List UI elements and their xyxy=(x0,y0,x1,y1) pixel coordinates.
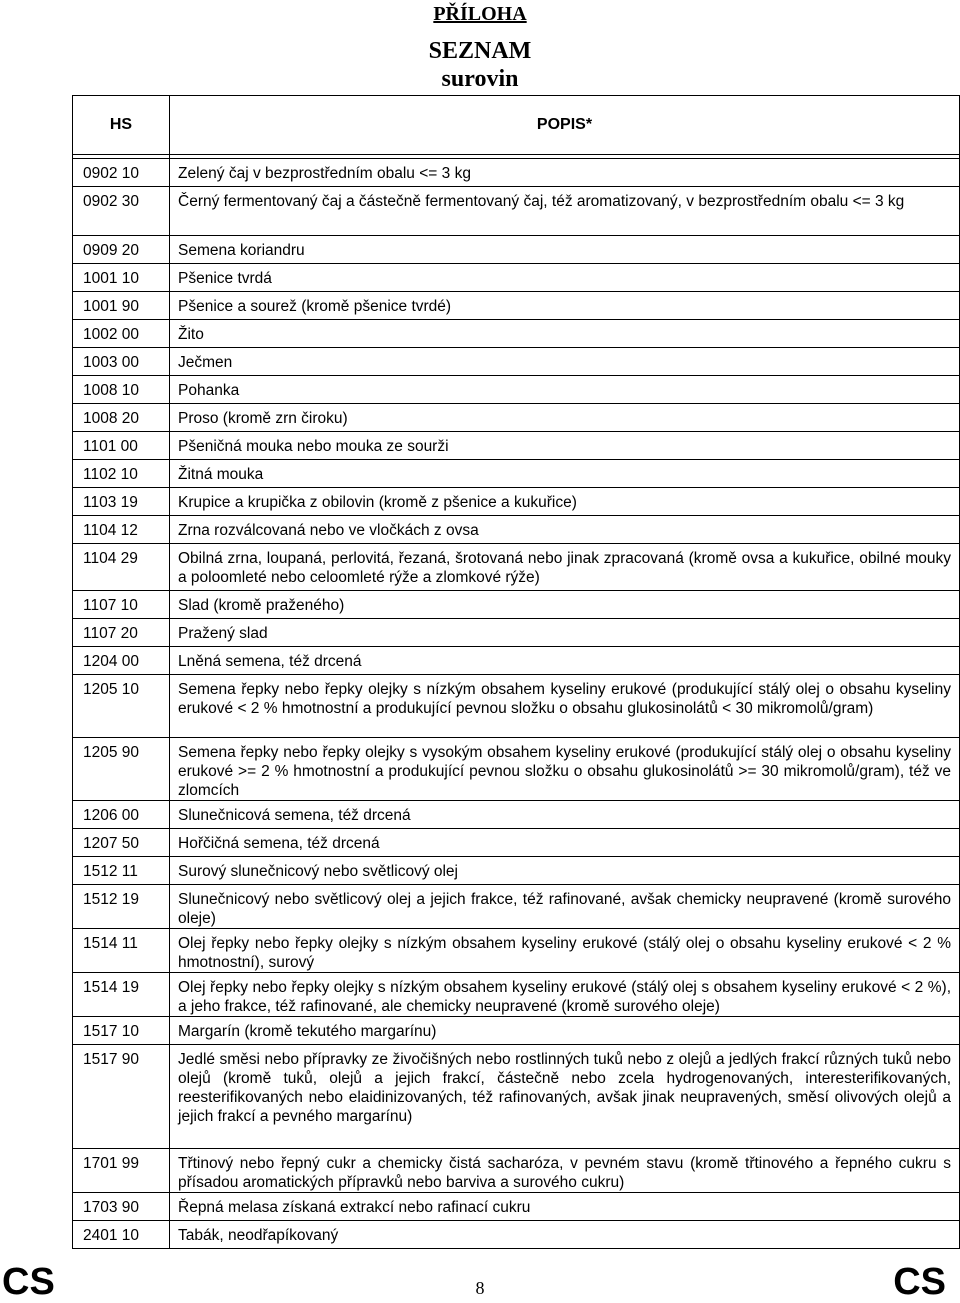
description-cell: Pohanka xyxy=(170,376,960,404)
table-row xyxy=(73,1149,960,1193)
description-cell: Černý fermentovaný čaj a částečně fermentovaný čaj, též aromatizovaný, v bezprostředním obalu <= 3 kg xyxy=(170,187,960,236)
description-cell: Třtinový nebo řepný cukr a chemicky čistá sacharóza, v pevném stavu (kromě třtinového a řepného cukru s přísadou aromatických přípravků nebo barviva a surového cukru) xyxy=(170,1149,960,1193)
description-cell: Řepná melasa získaná extrakcí nebo rafinací cukru xyxy=(170,1193,960,1221)
hs-code-cell: 1102 10 xyxy=(73,460,170,488)
table-row xyxy=(73,801,960,829)
table-row xyxy=(73,488,960,516)
description-cell: Olej řepky nebo řepky olejky s nízkým obsahem kyseliny erukové (stálý olej o obsahu kyseliny erukové < 2 % hmotnostní), surový xyxy=(170,929,960,973)
table-body xyxy=(73,159,960,1249)
table-row xyxy=(73,1221,960,1249)
table-row xyxy=(73,404,960,432)
table-row xyxy=(73,320,960,348)
table-row xyxy=(73,647,960,675)
hs-code-cell: 1107 10 xyxy=(73,591,170,619)
table-row xyxy=(73,292,960,320)
table-row xyxy=(73,516,960,544)
table-row xyxy=(73,829,960,857)
description-cell: Krupice a krupička z obilovin (kromě z pšenice a kukuřice) xyxy=(170,488,960,516)
hs-code-cell: 1205 90 xyxy=(73,738,170,801)
table-row xyxy=(73,187,960,236)
hs-code-cell: 1514 11 xyxy=(73,929,170,973)
table-row xyxy=(73,1193,960,1221)
description-cell: Žito xyxy=(170,320,960,348)
hs-code-cell: 1207 50 xyxy=(73,829,170,857)
table-row xyxy=(73,544,960,591)
description-cell: Surový slunečnicový nebo světlicový olej xyxy=(170,857,960,885)
hs-code-cell: 0909 20 xyxy=(73,236,170,264)
hs-code-cell: 1512 19 xyxy=(73,885,170,929)
hs-code-cell: 1101 00 xyxy=(73,432,170,460)
description-cell: Žitná mouka xyxy=(170,460,960,488)
description-cell: Zelený čaj v bezprostředním obalu <= 3 kg xyxy=(170,159,960,187)
description-cell: Slunečnicová semena, též drcená xyxy=(170,801,960,829)
table-row xyxy=(73,973,960,1017)
hs-code-cell: 1517 90 xyxy=(73,1045,170,1149)
description-cell: Proso (kromě zrn čiroku) xyxy=(170,404,960,432)
table-row xyxy=(73,591,960,619)
hs-code-cell: 1001 90 xyxy=(73,292,170,320)
hs-code-cell: 1002 00 xyxy=(73,320,170,348)
description-cell: Hořčičná semena, též drcená xyxy=(170,829,960,857)
description-cell: Slunečnicový nebo světlicový olej a jejich frakce, též rafinované, avšak chemicky neupravené (kromě surového oleje) xyxy=(170,885,960,929)
column-header-hs: HS xyxy=(73,96,170,155)
description-cell: Tabák, neodřapíkovaný xyxy=(170,1221,960,1249)
hs-code-cell: 1205 10 xyxy=(73,675,170,738)
table-row xyxy=(73,929,960,973)
hs-code-cell: 1107 20 xyxy=(73,619,170,647)
table-row xyxy=(73,619,960,647)
hs-code-cell: 1701 99 xyxy=(73,1149,170,1193)
table-header-row xyxy=(73,96,960,155)
description-cell: Pšenice tvrdá xyxy=(170,264,960,292)
description-cell: Ječmen xyxy=(170,348,960,376)
hs-code-cell: 1517 10 xyxy=(73,1017,170,1045)
hs-code-cell: 1003 00 xyxy=(73,348,170,376)
raw-materials-table xyxy=(72,95,960,1249)
hs-code-cell: 2401 10 xyxy=(73,1221,170,1249)
description-cell: Semena koriandru xyxy=(170,236,960,264)
table-row xyxy=(73,675,960,738)
description-cell: Semena řepky nebo řepky olejky s nízkým obsahem kyseliny erukové (produkující stálý olej o obsahu kyseliny erukové < 2 % hmotnostní a produkující pevnou složku o obsahu glukosinolátů < 30 mikromolů/gram) xyxy=(170,675,960,738)
description-cell: Pražený slad xyxy=(170,619,960,647)
description-cell: Margarín (kromě tekutého margarínu) xyxy=(170,1017,960,1045)
table-row xyxy=(73,1045,960,1149)
table-row xyxy=(73,857,960,885)
hs-code-cell: 1008 20 xyxy=(73,404,170,432)
hs-code-cell: 1514 19 xyxy=(73,973,170,1017)
table-row xyxy=(73,1017,960,1045)
annex-heading: PŘÍLOHA xyxy=(433,3,527,25)
footer-language-right: CS xyxy=(893,1261,946,1303)
hs-code-cell: 1103 19 xyxy=(73,488,170,516)
table-row xyxy=(73,236,960,264)
hs-code-cell: 1104 12 xyxy=(73,516,170,544)
description-cell: Semena řepky nebo řepky olejky s vysokým obsahem kyseliny erukové (produkující stálý olej o obsahu kyseliny erukové >= 2 % hmotnostní a produkující pevnou složku o obsahu glukosinolátů >= 30 mikromolů/gram), též ve zlomcích xyxy=(170,738,960,801)
column-header-popis: POPIS* xyxy=(170,96,960,155)
hs-code-cell: 0902 30 xyxy=(73,187,170,236)
page-number: 8 xyxy=(475,1278,485,1298)
hs-code-cell: 1512 11 xyxy=(73,857,170,885)
table-row xyxy=(73,460,960,488)
description-cell: Pšenice a sourež (kromě pšenice tvrdé) xyxy=(170,292,960,320)
hs-code-cell: 1703 90 xyxy=(73,1193,170,1221)
hs-code-cell: 1001 10 xyxy=(73,264,170,292)
table-row xyxy=(73,264,960,292)
hs-code-cell: 1104 29 xyxy=(73,544,170,591)
description-cell: Slad (kromě praženého) xyxy=(170,591,960,619)
description-cell: Zrna rozválcovaná nebo ve vločkách z ovsa xyxy=(170,516,960,544)
table-row xyxy=(73,376,960,404)
page-title: SEZNAM xyxy=(428,38,532,64)
description-cell: Jedlé směsi nebo přípravky ze živočišných nebo rostlinných tuků nebo z olejů a jedlých frakcí různých tuků nebo olejů (kromě tuků, olejů a jejich frakcí, částečně nebo zcela hydrogenovaných, interesterifikovaných, reesterifikovaných nebo elaidinizovaných, též rafinovaných, avšak jinak neupravených, směsí olivových olejů a jejich frakcí a pevného margarínu) xyxy=(170,1045,960,1149)
table-row xyxy=(73,159,960,187)
hs-code-cell: 1204 00 xyxy=(73,647,170,675)
hs-code-cell: 1206 00 xyxy=(73,801,170,829)
table-row xyxy=(73,432,960,460)
hs-code-cell: 1008 10 xyxy=(73,376,170,404)
description-cell: Olej řepky nebo řepky olejky s nízkým obsahem kyseliny erukové (stálý olej s obsahem kyseliny erukové < 2 %), a jeho frakce, též rafinované, ale chemicky neupravené (kromě surového oleje) xyxy=(170,973,960,1017)
table-row xyxy=(73,738,960,801)
page-subtitle: surovin xyxy=(441,66,519,92)
hs-code-cell: 0902 10 xyxy=(73,159,170,187)
description-cell: Lněná semena, též drcená xyxy=(170,647,960,675)
table-row xyxy=(73,885,960,929)
table-row xyxy=(73,348,960,376)
footer-language-left: CS xyxy=(2,1261,55,1303)
description-cell: Pšeničná mouka nebo mouka ze sourži xyxy=(170,432,960,460)
description-cell: Obilná zrna, loupaná, perlovitá, řezaná, šrotovaná nebo jinak zpracovaná (kromě ovsa a kukuřice, obilné mouky a poloomleté nebo celoomleté rýže a zlomkové rýže) xyxy=(170,544,960,591)
